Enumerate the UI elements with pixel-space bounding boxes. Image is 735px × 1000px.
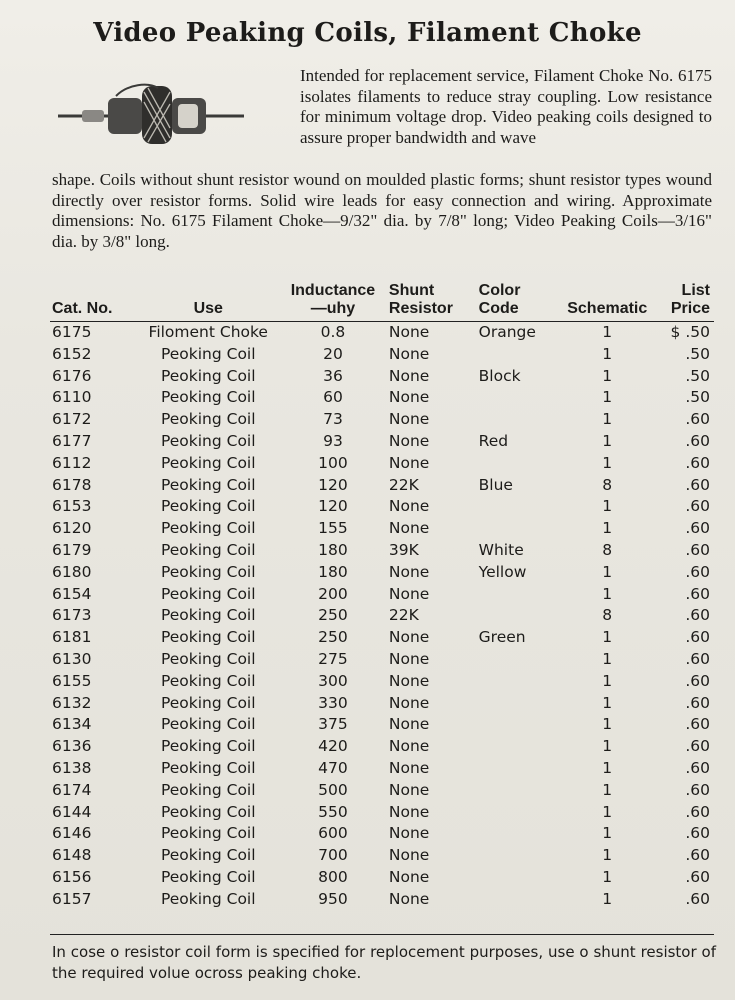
cell-inductance: 275 [318, 649, 348, 668]
cell-shunt-resistor: 39K [388, 540, 419, 559]
cell-shunt-resistor: None [388, 824, 430, 843]
cell-color-code [471, 802, 565, 824]
footnote: In cose o resistor coil form is specified for replocement purposes, use o shunt resistor of the required volue ocross peaking choke. [52, 943, 716, 982]
cell-shunt-resistor: None [388, 780, 430, 799]
cell-inductance: 300 [318, 671, 348, 690]
table-row [50, 758, 714, 780]
cell-schematic: 1 [602, 846, 613, 865]
table-row [50, 431, 714, 453]
cell-cat-no: 6120 [52, 519, 92, 538]
cell-color-code [471, 496, 565, 518]
cell-cat-no: 6130 [52, 649, 92, 668]
cell-inductance: 420 [318, 737, 348, 756]
table-row [50, 736, 714, 758]
cell-schematic: 8 [602, 606, 613, 625]
cell-cat-no: 6174 [52, 780, 92, 799]
cell-use: Peoking Coil [160, 737, 256, 756]
cell-inductance: 120 [318, 475, 348, 494]
cell-inductance: 500 [318, 780, 348, 799]
cell-shunt-resistor: None [388, 366, 430, 385]
table-row [50, 605, 714, 627]
table-row [50, 322, 714, 344]
cell-schematic: 1 [602, 649, 613, 668]
cell-cat-no: 6155 [52, 671, 92, 690]
table-row [50, 409, 714, 431]
table-row [50, 540, 714, 562]
cell-cat-no: 6134 [52, 715, 92, 734]
cell-schematic: 1 [602, 758, 613, 777]
cell-inductance: 155 [318, 519, 348, 538]
cell-use: Peoking Coil [160, 431, 256, 450]
cell-list-price: .60 [685, 693, 710, 712]
cell-list-price: .60 [685, 606, 710, 625]
cell-color-code [471, 649, 565, 671]
cell-list-price: .60 [685, 584, 710, 603]
cell-list-price: .60 [685, 410, 710, 429]
cell-cat-no: 6156 [52, 867, 92, 886]
cell-inductance: 20 [323, 344, 343, 363]
cell-color-code [471, 780, 565, 802]
cell-use: Peoking Coil [160, 846, 256, 865]
cell-use: Peoking Coil [160, 410, 256, 429]
cell-use: Peoking Coil [160, 519, 256, 538]
cell-inductance: 700 [318, 846, 348, 865]
cell-color-code: Yellow [478, 562, 527, 581]
table-row [50, 518, 714, 540]
cell-list-price: .60 [685, 628, 710, 647]
cell-schematic: 1 [602, 584, 613, 603]
cell-schematic: 1 [602, 780, 613, 799]
cell-schematic: 1 [602, 388, 613, 407]
cell-color-code [471, 453, 565, 475]
cell-cat-no: 6179 [52, 540, 92, 559]
cell-schematic: 1 [602, 824, 613, 843]
header-cat-no: Cat. No. [50, 282, 130, 322]
cell-color-code [471, 758, 565, 780]
cell-list-price: .60 [685, 649, 710, 668]
cell-inductance: 200 [318, 584, 348, 603]
cell-list-price: .60 [685, 431, 710, 450]
cell-schematic: 1 [602, 562, 613, 581]
cell-cat-no: 6177 [52, 431, 92, 450]
cell-schematic: 1 [602, 628, 613, 647]
cell-cat-no: 6178 [52, 475, 92, 494]
cell-use: Peoking Coil [160, 540, 256, 559]
cell-schematic: 1 [602, 323, 613, 341]
header-inductance: Inductance —uhy [287, 282, 379, 322]
cell-shunt-resistor: None [388, 431, 430, 450]
cell-inductance: 100 [318, 453, 348, 472]
cell-shunt-resistor: 22K [388, 475, 419, 494]
table-row [50, 453, 714, 475]
cell-cat-no: 6176 [52, 366, 92, 385]
cell-schematic: 1 [602, 867, 613, 886]
table-row [50, 845, 714, 867]
cell-inductance: 470 [318, 758, 348, 777]
cell-color-code [471, 845, 565, 867]
cell-list-price: .60 [685, 519, 710, 538]
table-row [50, 649, 714, 671]
cell-inductance: 950 [318, 889, 348, 908]
cell-shunt-resistor: None [388, 758, 430, 777]
cell-schematic: 1 [602, 519, 613, 538]
cell-inductance: 330 [318, 693, 348, 712]
intro-paragraph: Intended for replacement service, Filament Choke No. 6175 isolates filaments to reduce stray coupling. Low resistance for minimum voltage drop. Video peaking coils designed to assure proper bandwidth and wave [300, 66, 712, 147]
cell-shunt-resistor: None [388, 649, 430, 668]
cell-use: Peoking Coil [160, 802, 256, 821]
cell-color-code: White [478, 540, 524, 559]
cell-shunt-resistor: None [388, 323, 430, 341]
cell-shunt-resistor: None [388, 519, 430, 538]
cell-schematic: 1 [602, 410, 613, 429]
cell-list-price: .60 [685, 867, 710, 886]
table-row [50, 693, 714, 715]
cell-shunt-resistor: None [388, 388, 430, 407]
cell-use: Peoking Coil [160, 366, 256, 385]
cell-shunt-resistor: None [388, 693, 430, 712]
cell-cat-no: 6132 [52, 693, 92, 712]
cell-list-price: .60 [685, 780, 710, 799]
cell-inductance: 250 [318, 628, 348, 647]
cell-schematic: 1 [602, 693, 613, 712]
cell-list-price: .60 [685, 889, 710, 908]
cell-list-price: .60 [685, 802, 710, 821]
cell-list-price: .50 [685, 344, 710, 363]
cell-cat-no: 6181 [52, 628, 92, 647]
cell-inductance: 60 [323, 388, 343, 407]
cell-use: Peoking Coil [160, 628, 256, 647]
cell-cat-no: 6148 [52, 846, 92, 865]
cell-cat-no: 6110 [52, 388, 92, 407]
cell-shunt-resistor: None [388, 584, 430, 603]
cell-color-code [471, 889, 565, 911]
cell-inductance: 93 [323, 431, 343, 450]
table-row [50, 889, 714, 911]
cell-list-price: .50 [685, 388, 710, 407]
cell-cat-no: 6112 [52, 453, 92, 472]
cell-inductance: 36 [323, 366, 343, 385]
cell-color-code: Blue [478, 475, 513, 494]
cell-cat-no: 6153 [52, 497, 92, 516]
cell-use: Peoking Coil [160, 715, 256, 734]
cell-schematic: 1 [602, 497, 613, 516]
table-row [50, 475, 714, 497]
cell-use: Peoking Coil [160, 671, 256, 690]
filament-choke-photo [58, 80, 248, 150]
cell-list-price: .60 [685, 453, 710, 472]
cell-shunt-resistor: None [388, 344, 430, 363]
cell-cat-no: 6138 [52, 758, 92, 777]
table-header-row [50, 282, 714, 322]
cell-use: Peoking Coil [160, 388, 256, 407]
cell-use: Peoking Coil [160, 562, 256, 581]
cell-inductance: 375 [318, 715, 348, 734]
footnote-divider [50, 934, 714, 935]
cell-inductance: 73 [323, 410, 343, 429]
cell-color-code [471, 409, 565, 431]
cell-color-code: Block [478, 366, 521, 385]
cell-list-price: .60 [685, 758, 710, 777]
cell-shunt-resistor: None [388, 453, 430, 472]
cell-color-code [471, 823, 565, 845]
cell-list-price: .50 [685, 366, 710, 385]
choke-illustration-icon [58, 80, 248, 150]
cell-use: Peoking Coil [160, 889, 256, 908]
cell-color-code [471, 736, 565, 758]
cell-inductance: 180 [318, 562, 348, 581]
cell-color-code [471, 714, 565, 736]
cell-use: Peoking Coil [160, 649, 256, 668]
cell-use: Peoking Coil [160, 606, 256, 625]
table-row [50, 627, 714, 649]
cell-shunt-resistor: None [388, 802, 430, 821]
header-shunt-resistor: Shunt Resistor [379, 282, 471, 322]
table-row [50, 562, 714, 584]
cell-color-code [471, 518, 565, 540]
cell-cat-no: 6180 [52, 562, 92, 581]
cell-list-price: .60 [685, 562, 710, 581]
cell-use: Peoking Coil [160, 758, 256, 777]
cell-use: Peoking Coil [160, 780, 256, 799]
cell-list-price: .60 [685, 475, 710, 494]
table-row [50, 496, 714, 518]
table-row [50, 344, 714, 366]
table-row [50, 366, 714, 388]
cell-use: Peoking Coil [160, 693, 256, 712]
cell-schematic: 1 [602, 431, 613, 450]
cell-use: Peoking Coil [160, 475, 256, 494]
table-row [50, 714, 714, 736]
cell-color-code [471, 605, 565, 627]
cell-color-code [471, 693, 565, 715]
cell-shunt-resistor: None [388, 628, 430, 647]
cell-shunt-resistor: None [388, 671, 430, 690]
cell-cat-no: 6157 [52, 889, 92, 908]
cell-schematic: 1 [602, 802, 613, 821]
cell-shunt-resistor: None [388, 410, 430, 429]
cell-schematic: 1 [602, 889, 613, 908]
cell-list-price: .60 [685, 540, 710, 559]
cell-color-code: Red [478, 431, 509, 450]
cell-list-price: .60 [685, 671, 710, 690]
cell-list-price: .60 [685, 824, 710, 843]
parts-table [50, 282, 714, 911]
cell-shunt-resistor: None [388, 715, 430, 734]
table-row [50, 867, 714, 889]
cell-cat-no: 6144 [52, 802, 92, 821]
cell-shunt-resistor: None [388, 846, 430, 865]
cell-cat-no: 6136 [52, 737, 92, 756]
header-list-price: List Price [650, 282, 714, 322]
cell-inductance: 600 [318, 824, 348, 843]
cell-color-code [471, 584, 565, 606]
cell-list-price: .60 [685, 497, 710, 516]
cell-use: Peoking Coil [160, 497, 256, 516]
table-row [50, 584, 714, 606]
parts-table-body [50, 322, 714, 911]
cell-schematic: 8 [602, 540, 613, 559]
cell-inductance: 120 [318, 497, 348, 516]
cell-use: Peoking Coil [160, 867, 256, 886]
header-schematic: Schematic [564, 282, 650, 322]
cell-shunt-resistor: 22K [388, 606, 419, 625]
cell-shunt-resistor: None [388, 867, 430, 886]
cell-use: Filoment Choke [148, 323, 268, 341]
cell-shunt-resistor: None [388, 889, 430, 908]
cell-list-price: .60 [685, 846, 710, 865]
cell-cat-no: 6173 [52, 606, 92, 625]
cell-use: Peoking Coil [160, 453, 256, 472]
cell-color-code [471, 387, 565, 409]
cell-list-price: .60 [685, 715, 710, 734]
cell-inductance: 550 [318, 802, 348, 821]
cell-color-code: Orange [478, 323, 536, 341]
cell-schematic: 1 [602, 737, 613, 756]
header-use: Use [130, 282, 288, 322]
cell-inductance: 250 [318, 606, 348, 625]
cell-use: Peoking Coil [160, 344, 256, 363]
cell-color-code [471, 344, 565, 366]
cell-schematic: 1 [602, 366, 613, 385]
cell-schematic: 1 [602, 344, 613, 363]
cell-color-code [471, 671, 565, 693]
cell-shunt-resistor: None [388, 497, 430, 516]
cell-list-price: $ .50 [670, 323, 710, 341]
cell-cat-no: 6154 [52, 584, 92, 603]
cell-inductance: 0.8 [320, 323, 346, 341]
cell-color-code: Green [478, 628, 526, 647]
page-title: Video Peaking Coils, Filament Choke [93, 18, 642, 48]
table-row [50, 671, 714, 693]
cell-schematic: 1 [602, 453, 613, 472]
cell-cat-no: 6152 [52, 344, 92, 363]
cell-use: Peoking Coil [160, 824, 256, 843]
cell-schematic: 1 [602, 715, 613, 734]
cell-use: Peoking Coil [160, 584, 256, 603]
cell-schematic: 8 [602, 475, 613, 494]
cell-list-price: .60 [685, 737, 710, 756]
cell-shunt-resistor: None [388, 737, 430, 756]
header-color-code: Color Code [471, 282, 565, 322]
cell-cat-no: 6175 [52, 323, 92, 341]
cell-schematic: 1 [602, 671, 613, 690]
table-row [50, 802, 714, 824]
cell-inductance: 800 [318, 867, 348, 886]
cell-cat-no: 6172 [52, 410, 92, 429]
table-row [50, 823, 714, 845]
table-row [50, 387, 714, 409]
cell-shunt-resistor: None [388, 562, 430, 581]
cell-color-code [471, 867, 565, 889]
cell-inductance: 180 [318, 540, 348, 559]
table-row [50, 780, 714, 802]
description-paragraph: shape. Coils without shunt resistor wound on moulded plastic forms; shunt resistor types wound directly over resistor forms. Solid wire leads for easy connection and wiring. Approximate dimensions: No. 6175 Filament Choke—9/32" dia. by 7/8" long; Video Peaking Coils—3/16" dia. by 3/8" long. [52, 170, 712, 251]
cell-cat-no: 6146 [52, 824, 92, 843]
